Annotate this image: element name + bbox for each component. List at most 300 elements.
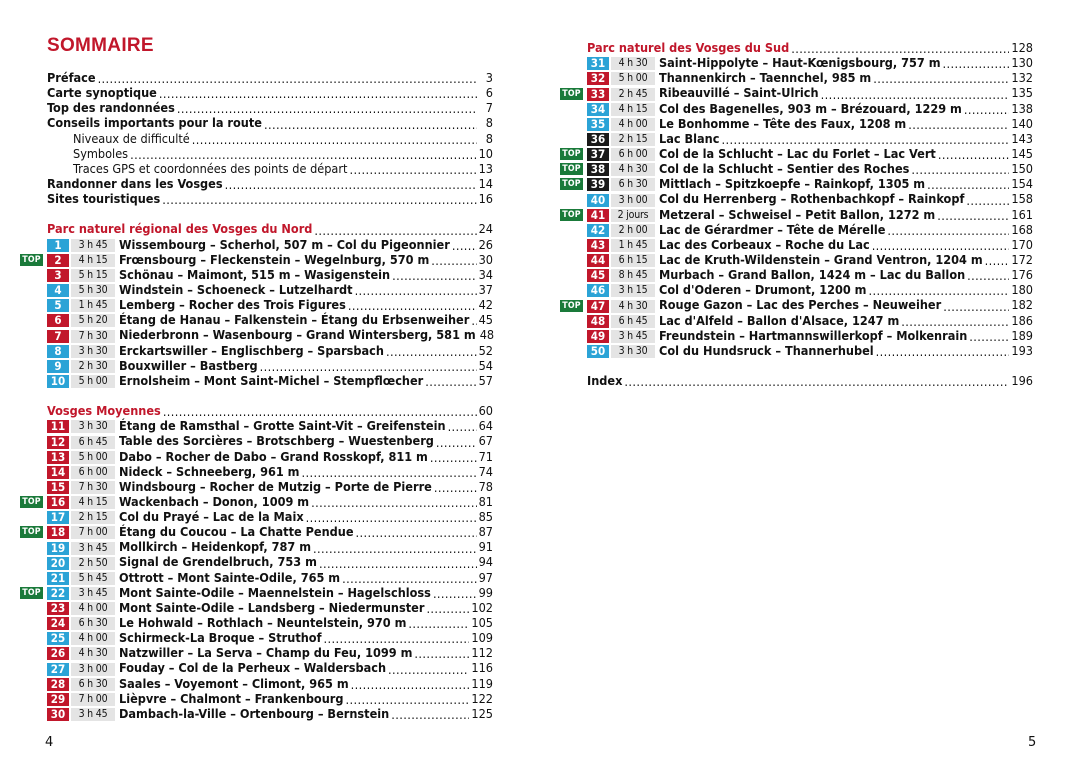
entry-page: 85: [478, 509, 493, 525]
route-duration: 4 h 15: [71, 496, 115, 509]
entry-title: Randonner dans les Vosges: [47, 175, 223, 191]
entry-page: 102: [471, 599, 493, 615]
entry-page: 37: [478, 281, 493, 297]
route-entry[interactable]: [587, 131, 1033, 146]
dot-leader: [192, 133, 477, 146]
route-duration: 5 h 00: [611, 72, 655, 85]
toc-entry[interactable]: [47, 191, 493, 206]
route-entry[interactable]: [47, 464, 493, 479]
route-duration: 7 h 30: [71, 330, 115, 343]
route-entry[interactable]: [587, 116, 1033, 131]
route-entry[interactable]: [47, 509, 493, 524]
route-title: Saint-Hippolyte – Haut-Kœnigsbourg, 757 m: [659, 55, 941, 71]
dot-leader: [386, 345, 477, 358]
route-duration: 6 h 30: [71, 617, 115, 630]
route-title: Le Bonhomme – Tête des Faux, 1208 m: [659, 115, 907, 131]
page-number: 4: [45, 735, 54, 750]
route-label-group: [47, 524, 354, 539]
entry-page: 30: [478, 251, 493, 267]
dot-leader: [908, 118, 1009, 131]
route-number-badge: 22: [47, 587, 69, 600]
route-label-group: [47, 449, 428, 464]
route-title: Windstein – Schoeneck – Lutzelhardt: [119, 281, 353, 297]
route-duration: 3 h 45: [71, 708, 115, 721]
entry-page: 135: [1011, 85, 1033, 101]
dot-leader: [869, 284, 1010, 297]
route-duration: 3 h 30: [611, 345, 655, 358]
dot-leader: [388, 663, 469, 676]
route-number-badge: 47: [587, 300, 609, 313]
spacer: [47, 388, 493, 403]
dot-leader: [301, 466, 476, 479]
entry-page: 116: [471, 660, 493, 676]
top-badge: TOP: [560, 178, 583, 190]
route-entry[interactable]: [47, 645, 493, 660]
entry-page: 138: [1011, 100, 1033, 116]
top-badge: TOP: [560, 88, 583, 100]
entry-title: Traces GPS et coordonnées des points de départ: [73, 160, 348, 176]
dot-leader: [434, 481, 477, 494]
route-title: Lac de Gérardmer – Tête de Mérelle: [659, 221, 886, 237]
dot-leader: [351, 678, 470, 691]
top-badge: TOP: [20, 587, 43, 599]
route-entry[interactable]: [47, 479, 493, 494]
route-entry[interactable]: [47, 312, 493, 327]
route-label-group: [47, 373, 423, 388]
toc-section-heading[interactable]: [47, 221, 493, 236]
route-duration: 1 h 45: [611, 239, 655, 252]
toc-subentry[interactable]: [47, 146, 493, 161]
route-entry[interactable]: [47, 555, 493, 570]
route-entry[interactable]: [47, 539, 493, 554]
route-duration: 3 h 30: [71, 420, 115, 433]
route-entry[interactable]: [587, 252, 1033, 267]
route-label-group: [587, 131, 719, 146]
entry-page: 64: [478, 418, 493, 434]
route-number-badge: 39: [587, 178, 609, 191]
route-label-group: [587, 328, 967, 343]
entry-page: 176: [1011, 267, 1033, 283]
route-label-group: [47, 630, 322, 645]
toc-entry[interactable]: [587, 373, 1033, 388]
entry-page: 7: [485, 100, 493, 116]
route-title: Nideck – Schneeberg, 961 m: [119, 463, 300, 479]
entry-page: 193: [1011, 342, 1033, 358]
spacer: [47, 206, 493, 221]
dot-leader: [314, 224, 476, 237]
route-label-group: [47, 615, 406, 630]
route-entry[interactable]: [47, 615, 493, 630]
toc-list-right: [562, 39, 1033, 389]
route-label-group: [47, 691, 344, 706]
top-badge: TOP: [560, 163, 583, 175]
route-duration: 5 h 00: [71, 375, 115, 388]
route-number-badge: 16: [47, 496, 69, 509]
route-duration: 7 h 00: [71, 526, 115, 539]
toc-section-heading[interactable]: [47, 403, 493, 418]
route-title: Lac Blanc: [659, 130, 720, 146]
route-title: Dabo – Rocher de Dabo – Grand Rosskopf, 811 m: [119, 448, 428, 464]
route-number-badge: 6: [47, 314, 69, 327]
route-title: Erckartswiller – Englischberg – Sparsbach: [119, 342, 384, 358]
route-entry[interactable]: [587, 237, 1033, 252]
route-label-group: [47, 645, 412, 660]
route-title: Étang de Ramsthal – Grotte Saint-Vit – Greifenstein: [119, 418, 446, 434]
entry-title: Carte synoptique: [47, 85, 157, 101]
route-title: Dambach-la-Ville – Ortenbourg – Bernstein: [119, 705, 390, 721]
route-number-badge: 21: [47, 572, 69, 585]
toc-entry[interactable]: [47, 176, 493, 191]
route-entry[interactable]: [22, 493, 493, 510]
route-entry[interactable]: [587, 282, 1033, 297]
route-entry[interactable]: [562, 297, 1033, 313]
entry-page: 186: [1011, 312, 1033, 328]
route-entry[interactable]: [587, 222, 1033, 237]
route-number-badge: 31: [587, 57, 609, 70]
route-duration: 6 h 30: [611, 178, 655, 191]
route-entry[interactable]: [562, 206, 1033, 222]
top-badge: TOP: [560, 209, 583, 221]
route-duration: 3 h 00: [71, 663, 115, 676]
dot-leader: [985, 254, 1010, 267]
route-duration: 3 h 45: [71, 239, 115, 252]
route-entry[interactable]: [562, 145, 1033, 162]
route-title: Signal de Grendelbruch, 753 m: [119, 554, 317, 570]
route-label-group: [47, 327, 476, 342]
dot-leader: [348, 299, 477, 312]
dot-leader: [349, 163, 476, 176]
route-number-badge: 2: [47, 254, 69, 267]
route-entry[interactable]: [47, 570, 493, 585]
route-number-badge: 43: [587, 239, 609, 252]
dot-leader: [967, 269, 1009, 282]
route-number-badge: 40: [587, 194, 609, 207]
route-entry[interactable]: [47, 449, 493, 464]
route-label-group: [47, 600, 424, 615]
route-entry[interactable]: [47, 373, 493, 388]
page-number: 5: [1028, 735, 1037, 750]
route-number-badge: 36: [587, 133, 609, 146]
route-duration: 4 h 00: [71, 602, 115, 615]
route-duration: 8 h 45: [611, 269, 655, 282]
toc-subentry[interactable]: [47, 161, 493, 176]
route-entry[interactable]: [47, 297, 493, 312]
route-entry[interactable]: [47, 600, 493, 615]
route-duration: 6 h 30: [71, 678, 115, 691]
route-label-group: [47, 494, 309, 509]
route-entry[interactable]: [562, 85, 1033, 101]
route-entry[interactable]: [47, 691, 493, 706]
route-number-badge: 35: [587, 118, 609, 131]
route-entry[interactable]: [47, 358, 493, 373]
route-label-group: [47, 539, 311, 554]
dot-leader: [433, 587, 477, 600]
route-title: Windsbourg – Rocher de Mutzig – Porte de Pierre: [119, 478, 432, 494]
route-label-group: [587, 101, 962, 116]
route-entry[interactable]: [587, 70, 1033, 85]
entry-page: 67: [478, 433, 493, 449]
route-number-badge: 46: [587, 284, 609, 297]
route-duration: 6 h 45: [71, 436, 115, 449]
route-title: Lièpvre – Chalmont – Frankenbourg: [119, 690, 344, 706]
entry-title: Niveaux de difficulté: [73, 130, 190, 146]
entry-page: 125: [471, 705, 493, 721]
dot-leader: [943, 300, 1009, 313]
route-number-badge: 24: [47, 617, 69, 630]
route-number-badge: 49: [587, 330, 609, 343]
route-title: Mollkirch – Heidenkopf, 787 m: [119, 539, 312, 555]
entry-page: 172: [1011, 251, 1033, 267]
entry-title: Parc naturel des Vosges du Sud: [587, 39, 790, 55]
route-label-group: [587, 207, 935, 222]
toc-entry[interactable]: [47, 70, 493, 85]
entry-title: Index: [587, 373, 623, 389]
route-entry[interactable]: [587, 328, 1033, 343]
entry-page: 168: [1011, 221, 1033, 237]
route-number-badge: 1: [47, 239, 69, 252]
route-entry[interactable]: [22, 524, 493, 540]
route-number-badge: 23: [47, 602, 69, 615]
route-title: Col d'Oderen – Drumont, 1200 m: [659, 282, 867, 298]
entry-page: 122: [471, 690, 493, 706]
route-label-group: [587, 343, 874, 358]
route-label-group: [587, 222, 885, 237]
route-duration: 6 h 00: [611, 148, 655, 161]
route-title: Col du Herrenberg – Rothenbachkopf – Rainkopf: [659, 191, 965, 207]
entry-page: 150: [1011, 161, 1033, 177]
route-label-group: [47, 358, 258, 373]
route-label-group: [47, 433, 434, 448]
route-number-badge: 45: [587, 269, 609, 282]
route-number-badge: 42: [587, 224, 609, 237]
toc-entry[interactable]: [47, 100, 493, 115]
entry-page: 132: [1011, 70, 1033, 86]
route-duration: 3 h 30: [71, 345, 115, 358]
route-label-group: [587, 237, 870, 252]
route-number-badge: 48: [587, 315, 609, 328]
route-duration: 6 h 45: [611, 315, 655, 328]
route-label-group: [47, 660, 386, 675]
route-entry[interactable]: [47, 282, 493, 297]
dot-leader: [162, 193, 476, 206]
route-duration: 6 h 00: [71, 466, 115, 479]
route-duration: 5 h 00: [71, 451, 115, 464]
route-entry[interactable]: [47, 660, 493, 675]
route-duration: 7 h 30: [71, 481, 115, 494]
route-title: Mont Sainte-Odile – Maennelstein – Hagelschloss: [119, 584, 431, 600]
route-entry[interactable]: [47, 237, 493, 252]
route-title: Col de la Schlucht – Sentier des Roches: [659, 161, 910, 177]
route-title: Mittlach – Spitzkoepfe – Rainkopf, 1305 m: [659, 176, 926, 192]
entry-page: 16: [478, 191, 493, 207]
route-entry[interactable]: [47, 433, 493, 448]
route-entry[interactable]: [47, 676, 493, 691]
route-label-group: [587, 146, 936, 161]
route-title: Fouday – Col de la Perheux – Waldersbach: [119, 660, 387, 676]
dot-leader: [264, 118, 477, 131]
dot-leader: [426, 602, 469, 615]
toc-subentry[interactable]: [47, 131, 493, 146]
entry-title: Sites touristiques: [47, 191, 161, 207]
entry-page: 158: [1011, 191, 1033, 207]
route-duration: 3 h 15: [611, 284, 655, 297]
entry-page: 189: [1011, 327, 1033, 343]
toc-entry[interactable]: [47, 85, 493, 100]
route-label-group: [47, 252, 429, 267]
route-title: Ottrott – Mont Sainte-Odile, 765 m: [119, 569, 341, 585]
dot-leader: [887, 224, 1009, 237]
route-entry[interactable]: [587, 55, 1033, 70]
dot-leader: [901, 315, 1009, 328]
dot-leader: [342, 572, 476, 585]
entry-page: 182: [1011, 297, 1033, 313]
dot-leader: [260, 360, 477, 373]
route-duration: 4 h 30: [71, 647, 115, 660]
route-label-group: [587, 55, 941, 70]
route-duration: 4 h 00: [71, 632, 115, 645]
top-badge: TOP: [560, 300, 583, 312]
route-duration: 2 h 15: [611, 133, 655, 146]
route-number-badge: 20: [47, 557, 69, 570]
route-entry[interactable]: [587, 267, 1033, 282]
route-title: Niederbronn – Wasenbourg – Grand Wintersberg, 581 m: [119, 327, 476, 343]
route-title: Mont Sainte-Odile – Landsberg – Niedermunster: [119, 599, 425, 615]
toc-section-heading[interactable]: [587, 40, 1033, 55]
route-title: Le Hohwald – Rothlach – Neuntelstein, 970 m: [119, 615, 407, 631]
route-number-badge: 37: [587, 148, 609, 161]
entry-page: 128: [1011, 39, 1033, 55]
route-entry[interactable]: [22, 251, 493, 267]
route-label-group: [47, 267, 390, 282]
dot-leader: [324, 632, 470, 645]
route-entry[interactable]: [562, 176, 1033, 192]
route-label-group: [47, 509, 304, 524]
route-label-group: [47, 237, 450, 252]
route-entry[interactable]: [587, 343, 1033, 358]
route-label-group: [587, 161, 909, 176]
entry-page: 94: [478, 554, 493, 570]
route-title: Wissembourg – Scherhol, 507 m – Col du Pigeonnier: [119, 236, 450, 252]
route-number-badge: 15: [47, 481, 69, 494]
route-entry[interactable]: [47, 327, 493, 342]
top-badge: TOP: [20, 526, 43, 538]
entry-page: 45: [478, 312, 493, 328]
route-label-group: [47, 706, 389, 721]
route-duration: 3 h 45: [611, 330, 655, 343]
route-entry[interactable]: [587, 101, 1033, 116]
route-duration: 4 h 15: [71, 254, 115, 267]
entry-page: 54: [478, 357, 493, 373]
route-title: Thannenkirch – Taennchel, 985 m: [659, 70, 872, 86]
route-label-group: [47, 554, 317, 569]
route-number-badge: 32: [587, 72, 609, 85]
dot-leader: [355, 284, 477, 297]
route-duration: 2 h 15: [71, 511, 115, 524]
route-title: Metzeral – Schweisel – Petit Ballon, 1272 m: [659, 206, 936, 222]
route-number-badge: 34: [587, 103, 609, 116]
route-number-badge: 28: [47, 678, 69, 691]
route-title: Étang de Hanau – Falkenstein – Étang du Erbsenweiher: [119, 312, 470, 328]
entry-page: 3: [485, 69, 493, 85]
route-title: Schönau – Maimont, 515 m – Wasigenstein: [119, 266, 391, 282]
dot-leader: [964, 103, 1010, 116]
dot-leader: [937, 209, 1009, 222]
dot-leader: [391, 708, 469, 721]
route-duration: 1 h 45: [71, 299, 115, 312]
route-label-group: [47, 312, 469, 327]
toc-entry[interactable]: [47, 115, 493, 130]
route-duration: 4 h 15: [611, 103, 655, 116]
top-badge: TOP: [560, 148, 583, 160]
route-label-group: [587, 297, 941, 312]
route-label-group: [47, 585, 431, 600]
route-number-badge: 38: [587, 163, 609, 176]
entry-page: 161: [1011, 206, 1033, 222]
route-duration: 3 h 45: [71, 542, 115, 555]
route-entry[interactable]: [47, 343, 493, 358]
route-title: Col du Hundsruck – Thannerhubel: [659, 342, 874, 358]
dot-leader: [159, 87, 477, 100]
route-duration: 4 h 30: [611, 163, 655, 176]
route-number-badge: 13: [47, 451, 69, 464]
route-label-group: [587, 70, 871, 85]
route-entry[interactable]: [22, 584, 493, 600]
entry-page: 180: [1011, 282, 1033, 298]
dot-leader: [872, 239, 1010, 252]
route-number-badge: 30: [47, 708, 69, 721]
route-number-badge: 3: [47, 269, 69, 282]
route-label-group: [587, 267, 965, 282]
right-page: [540, 0, 1080, 770]
dot-leader: [927, 178, 1009, 191]
route-label-group: [47, 464, 299, 479]
route-entry[interactable]: [47, 267, 493, 282]
dot-leader: [356, 526, 477, 539]
route-number-badge: 4: [47, 284, 69, 297]
dot-leader: [436, 436, 477, 449]
dot-leader: [414, 647, 469, 660]
dot-leader: [448, 420, 477, 433]
route-duration: 4 h 30: [611, 57, 655, 70]
route-entry[interactable]: [587, 191, 1033, 206]
entry-page: 48: [479, 327, 495, 343]
route-title: Wackenbach – Donon, 1009 m: [119, 493, 310, 509]
route-number-badge: 26: [47, 647, 69, 660]
dot-leader: [346, 693, 470, 706]
route-entry[interactable]: [587, 313, 1033, 328]
entry-page: 91: [478, 539, 493, 555]
route-number-badge: 18: [47, 526, 69, 539]
route-entry[interactable]: [47, 706, 493, 721]
route-title: Lac de Kruth-Wildenstein – Grand Ventron, 1204 m: [659, 251, 983, 267]
route-title: Étang du Coucou – La Chatte Pendue: [119, 524, 354, 540]
route-duration: 3 h 45: [71, 587, 115, 600]
entry-title: Vosges Moyennes: [47, 403, 161, 419]
entry-page: 14: [478, 175, 493, 191]
route-entry[interactable]: [47, 630, 493, 645]
dot-leader: [938, 148, 1010, 161]
route-entry[interactable]: [562, 161, 1033, 177]
entry-page: 71: [478, 448, 493, 464]
dot-leader: [130, 148, 476, 161]
route-title: Table des Sorcières – Brotschberg – Wuestenberg: [119, 433, 434, 449]
dot-leader: [319, 557, 477, 570]
entry-page: 6: [485, 85, 493, 101]
dot-leader: [313, 542, 477, 555]
dot-leader: [311, 496, 476, 509]
route-duration: 2 jours: [611, 209, 655, 222]
route-entry[interactable]: [47, 418, 493, 433]
